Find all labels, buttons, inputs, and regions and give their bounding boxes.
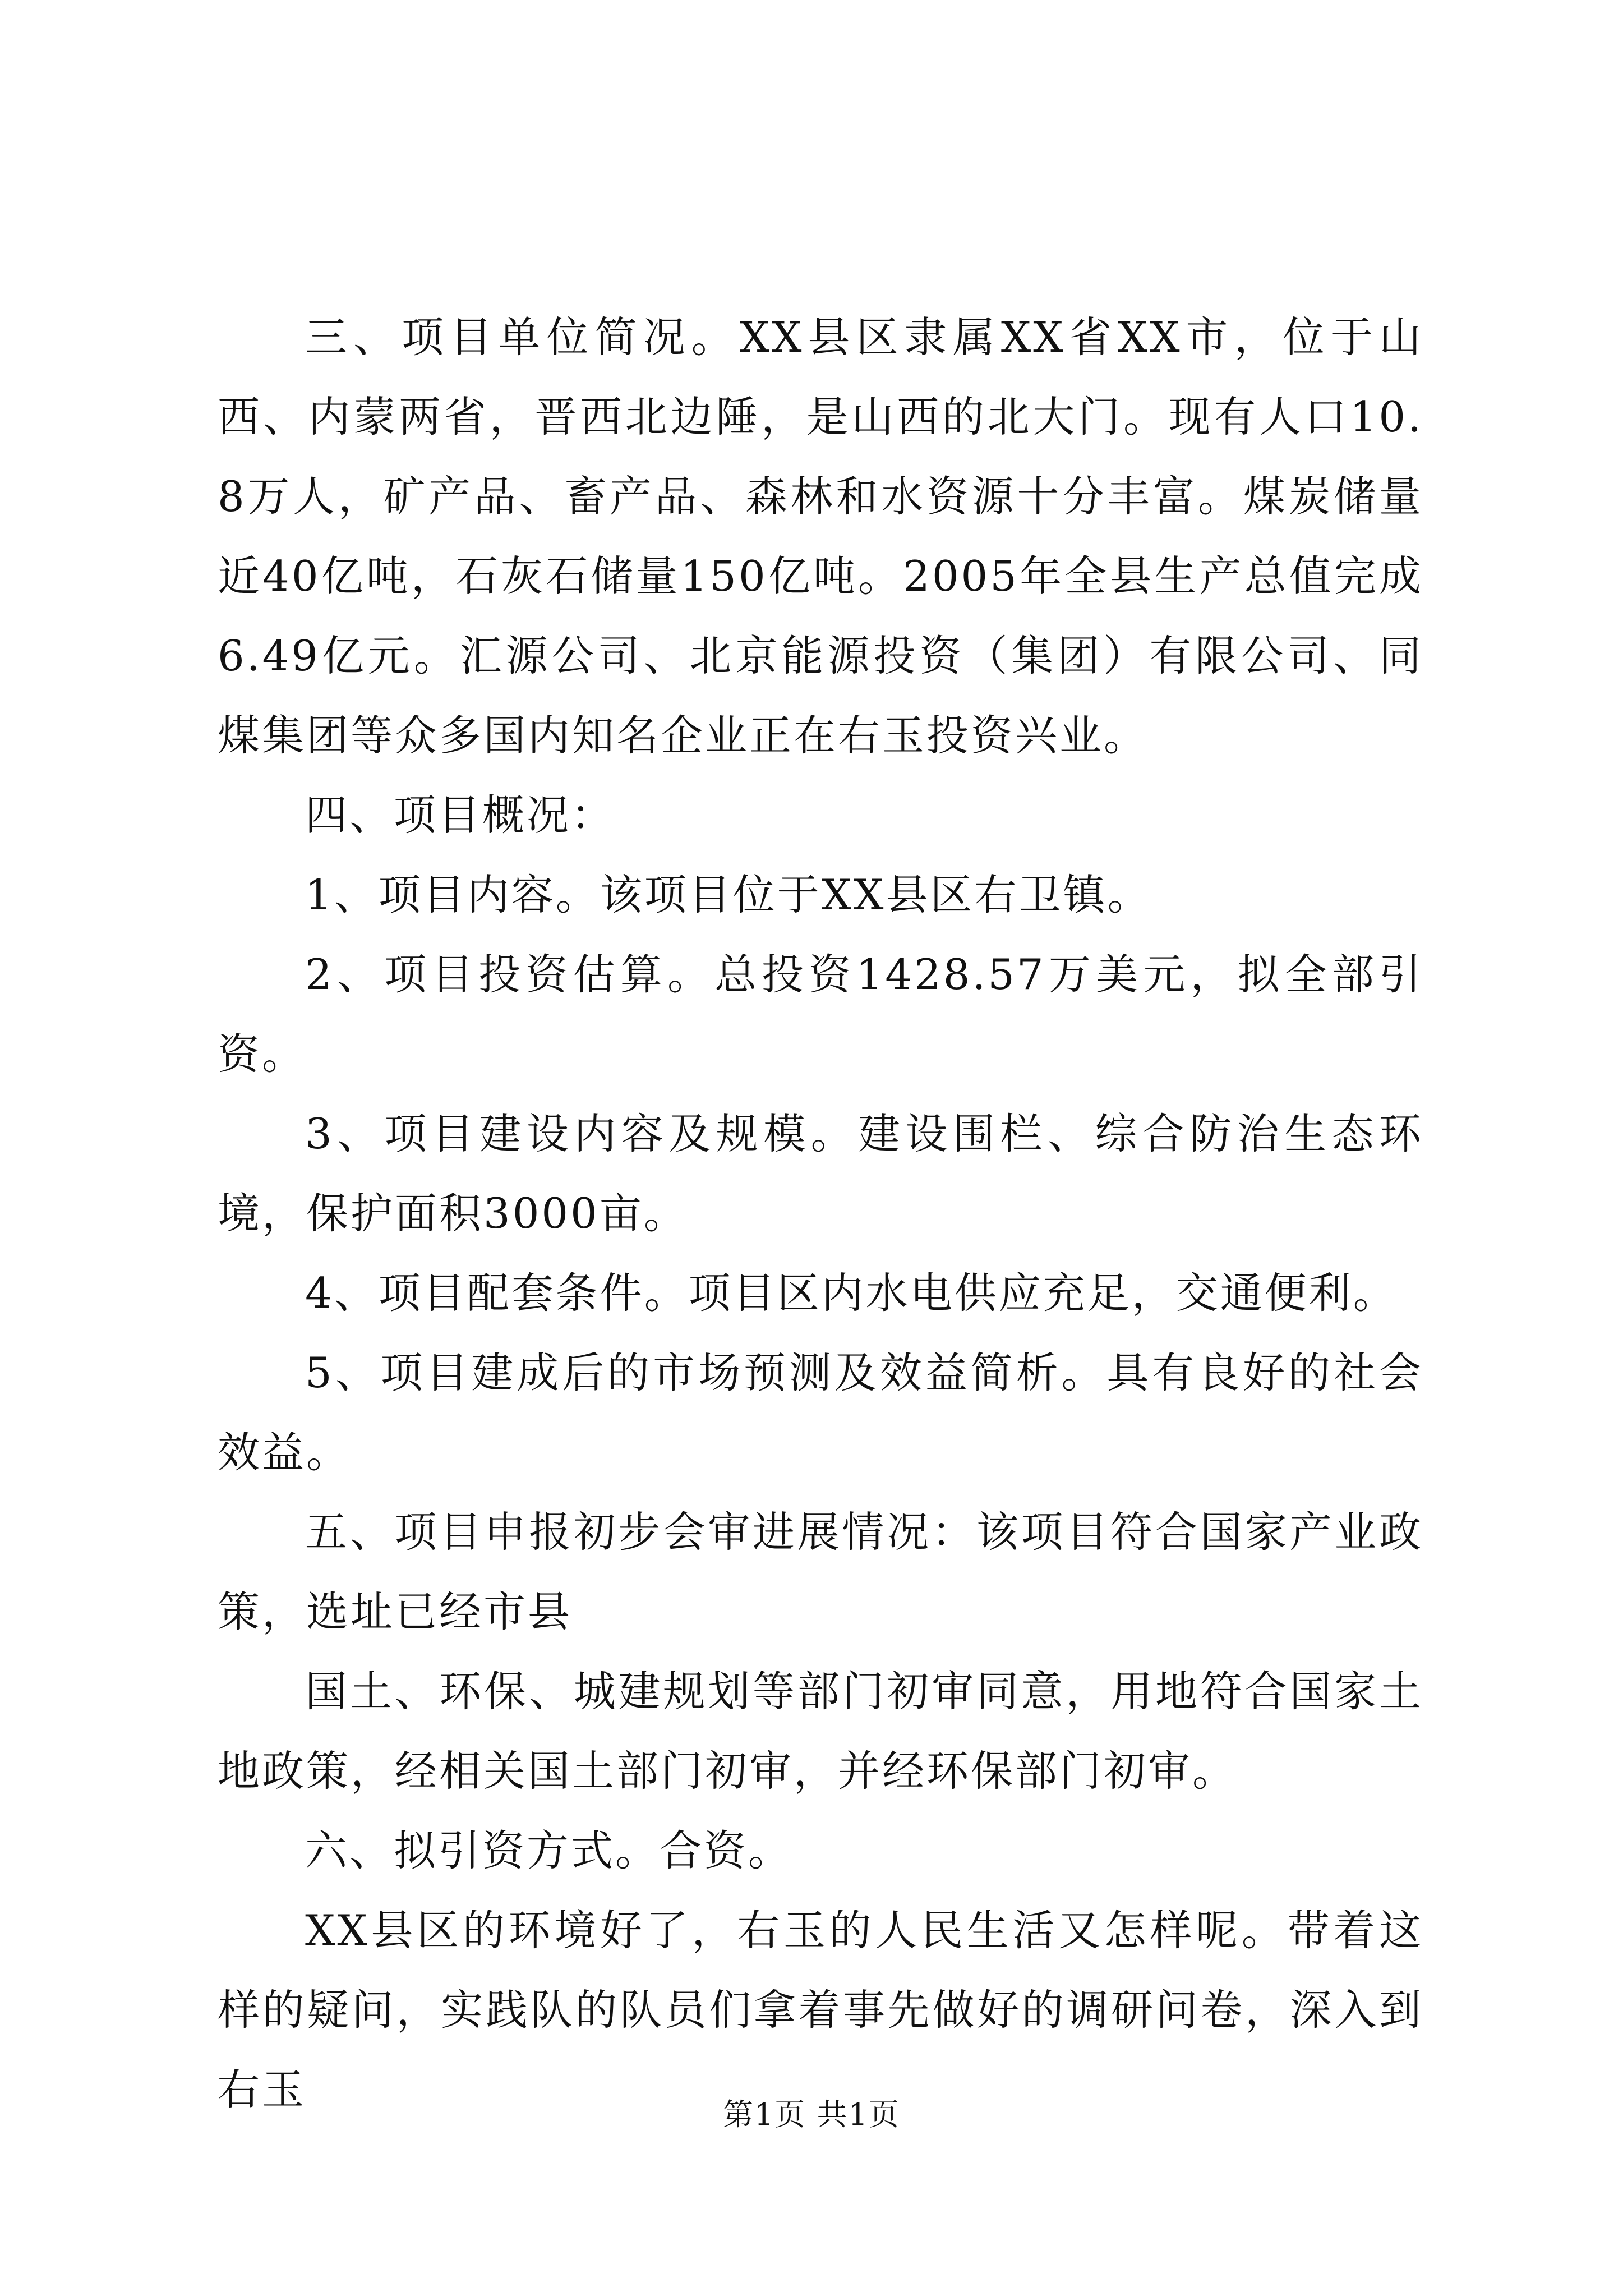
paragraph-construction-scale: 3、项目建设内容及规模。建设围栏、综合防治生态环境，保护面积3000亩。 [218, 1109, 1423, 1238]
paragraph-review-progress: 五、项目申报初步会审进展情况：该项目符合国家产业政策，选址已经市县 [218, 1507, 1423, 1636]
paragraph-supporting-conditions: 4、项目配套条件。项目区内水电供应充足，交通便利。 [305, 1268, 1398, 1318]
paragraph-project-content: 1、项目内容。该项目位于XX县区右卫镇。 [305, 870, 1152, 919]
paragraph-investment-method: 六、拟引资方式。合资。 [305, 1826, 793, 1875]
page-number-footer: 第1页 共1页 [723, 2097, 900, 2132]
paragraph-project-unit-overview: 三、项目单位简况。XX县区隶属XX省XX市，位于山西、内蒙两省，晋西北边陲，是山西的北大门。现有人口10.8万人，矿产品、畜产品、森林和水资源十分丰富。煤炭储量近40亿吨，石灰石储量150亿吨。2005年全县生产总值完成6.49亿元。汇源公司、北京能源投资（集团）有限公司、同煤集团等众多国内知名企业正在右玉投资兴业。 [218, 312, 1423, 760]
paragraph-investment-estimate: 2、项目投资估算。总投资1428.57万美元，拟全部引资。 [218, 950, 1423, 1079]
document-body [218, 297, 1423, 2129]
paragraph-survey-intro: XX县区的环境好了，右玉的人民生活又怎样呢。带着这样的疑问，实践队的队员们拿着事先做好的调研问卷，深入到右玉 [218, 1906, 1423, 2114]
paragraph-project-overview-heading: 四、项目概况： [305, 790, 616, 840]
paragraph-market-forecast: 5、项目建成后的市场预测及效益简析。具有良好的社会效益。 [218, 1348, 1423, 1477]
paragraph-preliminary-approval: 国土、环保、城建规划等部门初审同意，用地符合国家土地政策，经相关国土部门初审，并经环保部门初审。 [218, 1667, 1423, 1796]
